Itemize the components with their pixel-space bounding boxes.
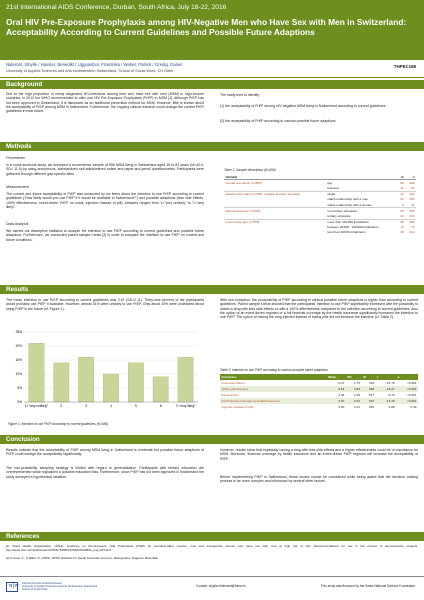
table-cell: 11 <box>400 185 404 190</box>
table-cell: 73 <box>411 225 415 230</box>
bar <box>54 363 69 402</box>
table-cell: 214 <box>409 230 415 235</box>
table-cell: 548 <box>361 386 375 392</box>
y-tick-label: 15% <box>15 358 22 362</box>
table-cell: less than 20'000 inhabitants <box>327 230 366 235</box>
table-cell: 88 <box>397 180 405 186</box>
table-cell: -5.76 <box>387 393 395 397</box>
table-cell: Community type (n=555) <box>224 219 326 235</box>
table-cell: 5.47 <box>338 381 345 385</box>
references-heading: References <box>6 533 40 540</box>
table-cell: 39 <box>400 230 404 235</box>
affiliation: University of Applied Sciences and Arts Northwestern Switzerland, School of Social Work, CH-Olten <box>6 69 174 73</box>
conclusion-heading: Conclusion <box>6 436 40 443</box>
table-cell: 533 <box>369 381 375 385</box>
table-cell: -13.70 <box>376 398 396 404</box>
table-cell: non-tertiary education <box>326 208 397 214</box>
table-cell: <0.001 <box>406 381 417 385</box>
table-cell: 2.35 <box>353 393 360 397</box>
table-cell: Educational level (n=555) <box>224 208 326 219</box>
results-text-right: With one exception, the acceptability of PrEP according to various possible future adaptions is higher than according to current guidelines. Paired sample t-tests showed that the participants' intention to use PrEP significantly increased with the possibility to obtain a drug with less side effects or with a 100% effectiveness compared to the intention according to current guidelines. Also the option of an event-driven regimen or a full financial coverage by the health insurance significantly increased the intention to use PrEP. The option of having the drug injected instead of taking pills did not increase the intention (cf. Table 2). <box>220 298 418 320</box>
table-cell: 243 <box>405 191 416 197</box>
x-tick-label: 3 <box>85 404 88 408</box>
bar <box>153 377 168 402</box>
x-tick-label: 1="very unlikely" <box>24 404 49 408</box>
results-heading: Results <box>6 286 29 293</box>
aim-1: (1) the acceptability of PrEP among HIV-negative MSM living in Switzerland according to current guidelines <box>220 104 386 108</box>
table-cell: 0.86 <box>388 405 395 409</box>
table-cell: Relationship status (n=556, multiple answers possible) <box>224 191 326 208</box>
conclusion-p2: The non-probability sampling strategy is limited with regard to generalization. Participants with tertiary education are overrepresented which signalizes a possible education bias. Furthermore, since PrEP has not been approved in Switzerland the study surveyed a hypothetical situation. <box>6 466 204 479</box>
background-text: Due to the high proportion of newly diagnosed HIV-infections among men who have sex with men (MSM) in high-income countries, in 2012 the WHO recommended to offer oral HIV Pre-Exposure Prophylaxis (PrEP) to MSM [1]. Although PrEP has not been approved in Switzerland, it is discussed as an additional prevention method for MSM. However, little is known about the acceptability of PrEP among MSM in Switzerland. Furthermore, the ongoing clinical research could change the current PrEP guidelines in near future. <box>6 92 204 114</box>
table-header-cell: n <box>405 174 416 180</box>
table-cell: 62 <box>411 185 415 190</box>
table-cell: <0.001 <box>396 398 418 404</box>
table-cell: 546 <box>369 405 375 409</box>
table-header-cell: df <box>361 374 375 380</box>
table-cell: 309 <box>405 208 416 214</box>
table-row <box>220 404 418 410</box>
table-cell: single <box>326 191 397 197</box>
methods-heading: Methods <box>6 143 32 150</box>
x-tick-label: 2 <box>60 404 63 408</box>
table-cell: 1.83 <box>346 386 362 392</box>
table-cell: stable relationship with a man <box>327 197 369 202</box>
aims-intro: The study tried to identify: <box>220 93 261 97</box>
conclusion-p4: Before implementing PrEP in Switzerland, these issues should be considered while being aware that the decision making process is far more complex and influenced by several other factors. <box>220 475 418 484</box>
table-cell: 4.97 <box>327 398 346 404</box>
conclusion-bar <box>0 435 424 444</box>
table-cell: 246 <box>409 213 415 218</box>
x-tick-label: 6 <box>159 404 162 408</box>
bar <box>128 363 143 402</box>
table-cell: Event-driven <box>221 393 239 397</box>
table-cell: -15.79 <box>385 381 395 385</box>
table-cell: 4.35 <box>338 393 345 397</box>
table-cell: 51 <box>400 197 404 202</box>
figure1-caption: Figure 1: Intention to use PrEP according to current guidelines (N=556) <box>8 422 109 426</box>
table2-caption: Table 2: Intention to use PrEP according to various possible future adaptions <box>220 368 328 372</box>
table-cell: 48 <box>397 219 405 225</box>
conference-line: 21st International AIDS Conference, Durban, South Africa, July 18-22, 2016 <box>6 4 227 11</box>
table-cell: 283 <box>409 197 415 202</box>
table-header-cell: % <box>397 174 405 180</box>
table-cell: 1.75 <box>353 381 360 385</box>
table-cell: <0.001 <box>406 393 417 397</box>
x-tick-label: 7="very likely" <box>175 404 196 408</box>
table-cell: stable relationship with a woman <box>327 202 372 207</box>
x-tick-label: 4 <box>110 404 112 408</box>
procedures-title: Procedures <box>6 156 25 160</box>
bar <box>29 343 44 402</box>
bar <box>78 357 93 402</box>
methods-bar <box>0 142 424 151</box>
table-cell: 2.31 <box>353 405 360 409</box>
analysis-title: Data Analysis <box>6 222 29 226</box>
footer-university: Fachhochschule Nordwestschweiz University of Applied Sciences and Arts Northwestern Switzerland School of Social Work <box>22 582 98 592</box>
table-cell: 2.24 <box>346 398 362 404</box>
table-cell: 44 <box>397 191 405 197</box>
table-cell: 517 <box>369 393 375 397</box>
table-cell: gay <box>326 180 397 186</box>
y-tick-label: 20% <box>15 344 22 348</box>
table-cell: 44 <box>400 213 404 218</box>
measurement-text: The current and future acceptability of PrEP was measured by six items about the intention to use PrEP according to current guidelines ("How likely would you use PrEP if it would be available in Switzerland?") and possible adaptions (less side effects, 100% effectiveness, event-driven PrEP, no costs, injection instead of pill). Answers ranged from 1="very unlikely" to 7="very likely". <box>6 192 204 209</box>
y-tick-label: 10% <box>15 372 22 376</box>
table-cell: 489 <box>405 180 416 186</box>
x-tick-label: 5 <box>134 404 137 408</box>
table-cell: bisexual <box>327 185 339 190</box>
table-header-cell: t <box>376 374 396 380</box>
table-cell: 3.60 <box>338 405 345 409</box>
conclusion-p3: However, results show that especially having a drug with less side-effects and a higher effectiveness could be of importance for MSM. Moreover, financial coverage by health insurance and an event-driven PrEP regimen will increase the acceptability of PrEP. <box>220 448 418 461</box>
table1-caption: Table 1: Sample description (N=556) <box>224 168 276 172</box>
table-header-cell: SD <box>346 374 362 380</box>
table-cell: 547 <box>361 398 375 404</box>
intention-bar-chart <box>6 328 204 420</box>
references-bar <box>0 532 424 541</box>
authors: Nideröst, Sibylle / Hassler, Benedikt / Uggowitzer, Franziska / Weber, Patrick / Gredig, Daniel <box>6 62 183 67</box>
table-cell: 100% effectiveness <box>220 386 327 392</box>
results-text-left: The mean intention to use PrEP according to current guidelines was 3.67 (SD=2.11). Thirty-nine percent of the participants would probably use PrEP if available. However, almost 51% were unlikely to use PrEP. Only about 10% were undecided about using PrEP in the future (cf. Figure 1). <box>6 298 204 311</box>
table-cell: <0.001 <box>396 386 418 392</box>
table-cell: 268 <box>405 219 416 225</box>
table-cell: -18.27 <box>376 386 396 392</box>
table-cell: Full financial coverage by health insurance <box>220 398 327 404</box>
table-cell: between 20'000 - 100'000 inhabitants <box>327 225 379 230</box>
table-cell: 13 <box>400 225 404 230</box>
table-cell: Sexual orientation (n=555) <box>224 180 326 191</box>
conclusion-p1: Results indicate that the acceptability of PrEP among MSM living in Switzerland is moderate but possible future adaptions of PrEP could enlarge the acceptability significantly. <box>6 448 204 457</box>
table-cell: 32 <box>411 202 415 207</box>
y-tick-label: 0% <box>17 400 22 404</box>
table-header-cell: Variable <box>224 174 326 180</box>
background-bar <box>0 80 424 89</box>
table-header-cell: Scenarios <box>220 374 327 380</box>
sample-table <box>224 174 416 235</box>
reference-1: [1] World Health Organization. (2012). Guidance on Pre-Exposure Oral Prophylaxis (PrEP) for serodiscordant couples, men and transgender women who have sex with men at high risk of HIV. Recommendations for use in the context of demonstration projects. http://apps.who.int/iris/bitstream/10665/75188/1/9789241503884_eng.pdf?ua=1 <box>6 544 418 552</box>
table-cell: Injection instead of pills <box>221 405 254 409</box>
procedures-text: In a cross-sectional study, we surveyed a convenience sample of 556 MSM living in Switzerland aged 15 to 81 years (M=40.6, SD= 11.9) by using anonymous, standardized self-administered online and paper-and-pencil questionnaires. Participants were gathered through different gay-specific sites. <box>6 163 204 176</box>
scenarios-table <box>220 374 418 410</box>
footer-funding: This study was financed by the Swiss National Science Foundation. <box>320 584 416 588</box>
bar <box>103 374 118 402</box>
footer-contact: Contact: sibylle.nideroest@fhnw.ch <box>196 584 246 588</box>
table-cell: more than 100'000 inhabitants <box>326 219 397 225</box>
y-tick-label: 25% <box>15 330 22 334</box>
aim-2: (2) the acceptability of PrEP according to various possible future adaptions <box>220 119 336 123</box>
table-cell: tertiary education <box>327 213 352 218</box>
table-cell: 56 <box>397 208 405 214</box>
poster-id: THPEC168 <box>393 64 416 69</box>
table-cell: 0.39 <box>410 405 417 409</box>
table-cell: 5.61 <box>327 386 346 392</box>
table-header-cell: p <box>396 374 418 380</box>
measurement-title: Measurement <box>6 185 29 189</box>
reference-2: [2] Cramer, A., & Miller, R. (2009). SPSS Statistics for Social Scientists (2nd ed.). Basingstoke: Palgrave Macmillan. <box>6 556 160 560</box>
analysis-text: We carried out descriptive statistics to analyze the intention to use PrEP according to current guidelines and possible future adaptions. Furthermore, we conducted paired sample t-tests [2] in order to compare the intention to use PrEP on current and future conditions. <box>6 229 204 242</box>
fhnw-logo-text: n|w <box>9 583 19 589</box>
table-cell: 6 <box>402 202 404 207</box>
background-heading: Background <box>6 81 43 88</box>
table-cell: Less side effects <box>221 381 245 385</box>
bar <box>178 357 193 402</box>
y-tick-label: 5% <box>17 386 22 390</box>
results-bar <box>0 285 424 294</box>
table-header-cell: Mean <box>327 374 346 380</box>
poster-title: Oral HIV Pre-Exposure Prophylaxis among HIV-Negative Men who Have Sex with Men in Switzerland: Acceptability According to Current Guidelines and Possible Future Adaptions <box>6 17 407 37</box>
